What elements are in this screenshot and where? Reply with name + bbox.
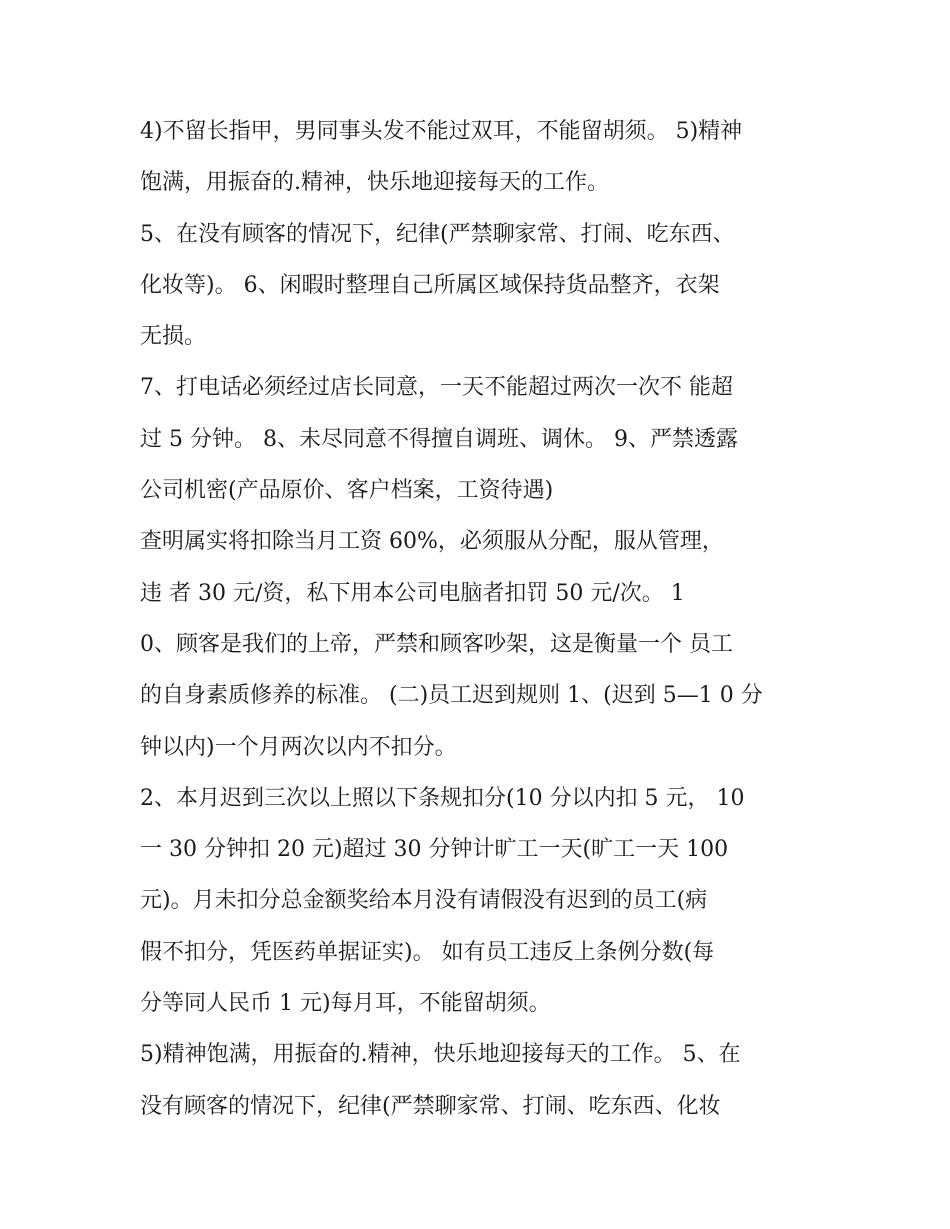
text-line: 过 5 分钟。 8、未尽同意不得擅自调班、调休。 9、严禁透露 [140, 426, 738, 452]
text-line: 钟以内)一个月两次以内不扣分。 [140, 734, 457, 760]
text-line: 元)。月未扣分总金额奖给本月没有请假没有迟到的员工(病 [140, 888, 708, 914]
text-line: 无损。 [140, 324, 207, 350]
text-line: 饱满，用振奋的.精神，快乐地迎接每天的工作。 [140, 170, 609, 196]
document-body [140, 106, 820, 1132]
text-line: 4)不留长指甲，男同事头发不能过双耳，不能留胡须。 5)精神 [140, 119, 743, 144]
text-line: 化妆等)。 6、闲暇时整理自己所属区域保持货品整齐，衣架 [140, 272, 720, 298]
text-line: 没有顾客的情况下，纪律(严禁聊家常、打闹、吃东西、化妆 [140, 1093, 721, 1119]
text-line: 7、打电话必须经过店长同意，一天不能超过两次一次不 能超 [140, 375, 733, 401]
text-line: 假不扣分，凭医药单据证实)。 如有员工违反上条例分数(每 [140, 939, 715, 965]
text-line: 分等同人民币 1 元)每月耳，不能留胡须。 [140, 991, 551, 1017]
text-line: 公司机密(产品原价、客户档案，工资待遇) [140, 478, 554, 504]
text-line: 5)精神饱满，用振奋的.精神，快乐地迎接每天的工作。 5、在 [140, 1042, 741, 1068]
text-line: 2、本月迟到三次以上照以下条规扣分(10 分以内扣 5 元， 10 [140, 785, 745, 811]
text-line: 的自身素质修养的标准。 (二)员工迟到规则 1、(迟到 5—1 0 分 [140, 683, 763, 709]
text-line: 0、顾客是我们的上帝，严禁和顾客吵架，这是衡量一个 员工 [140, 631, 733, 657]
text-line: 5、在没有顾客的情况下，纪律(严禁聊家常、打闹、吃东西、 [140, 221, 735, 247]
text-line: 查明属实将扣除当月工资 60%，必须服从分配，服从管理， [140, 529, 724, 555]
text-line: 违 者 30 元/资，私下用本公司电脑者扣罚 50 元/次。 1 [140, 580, 685, 606]
text-line: 一 30 分钟扣 20 元)超过 30 分钟计旷工一天(旷工一天 100 [140, 837, 729, 863]
